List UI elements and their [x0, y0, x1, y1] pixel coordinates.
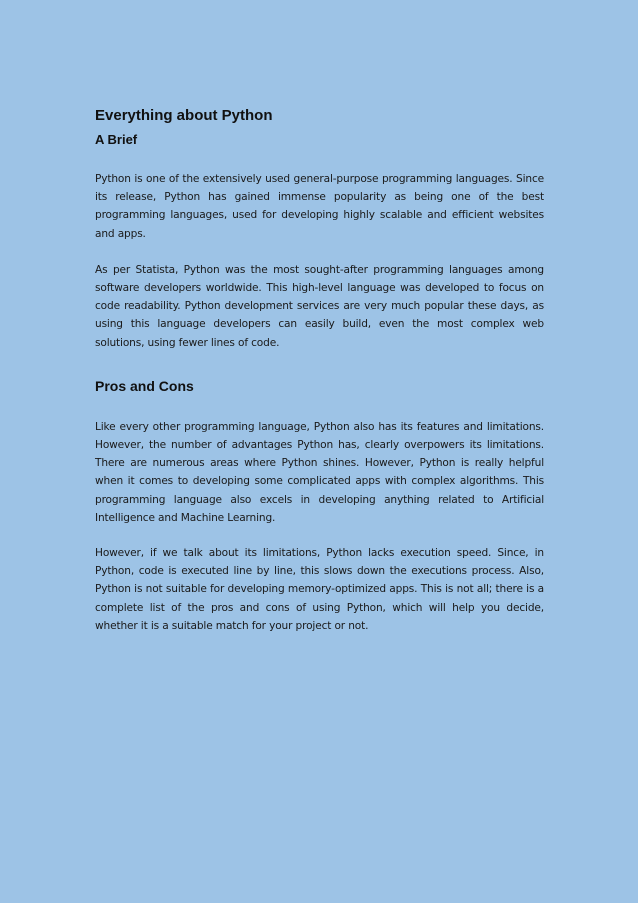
section-heading-pros-cons: Pros and Cons — [95, 377, 194, 394]
section-paragraph-1: Like every other programming language, Python also has its features and limitations. However, the number of advantages Python has, clearly overpowers its limitations. There are numerous areas where Python shines. However, Python is really helpful when it comes to developing some complicated apps with complex algorithms. This programming language also excels in developing anything related to Artificial Intelligence and Machine Learning. — [95, 420, 544, 524]
document-title: Everything about Python — [95, 107, 273, 124]
intro-paragraph-1: Python is one of the extensively used general-purpose programming languages. Since its release, Python has gained immense popularity as being one of the best programming languages, used for developing highly scalable and efficient websites and apps. — [95, 173, 544, 240]
document-subtitle: A Brief — [95, 132, 138, 147]
document-page — [95, 106, 544, 635]
intro-paragraph-2: As per Statista, Python was the most sought-after programming languages among software developers worldwide. This high-level language was developed to focus on code readability. Python development services are very much popular these days, as using this language developers can easily build, even the most complex web solutions, using fewer lines of code. — [95, 263, 544, 349]
section-paragraph-2: However, if we talk about its limitations, Python lacks execution speed. Since, in Python, code is executed line by line, this slows down the executions process. Also, Python is not suitable for developing memory-optimized apps. This is not all; there is a complete list of the pros and cons of using Python, which will help you decide, whether it is a suitable match for your project or not. — [95, 547, 544, 632]
